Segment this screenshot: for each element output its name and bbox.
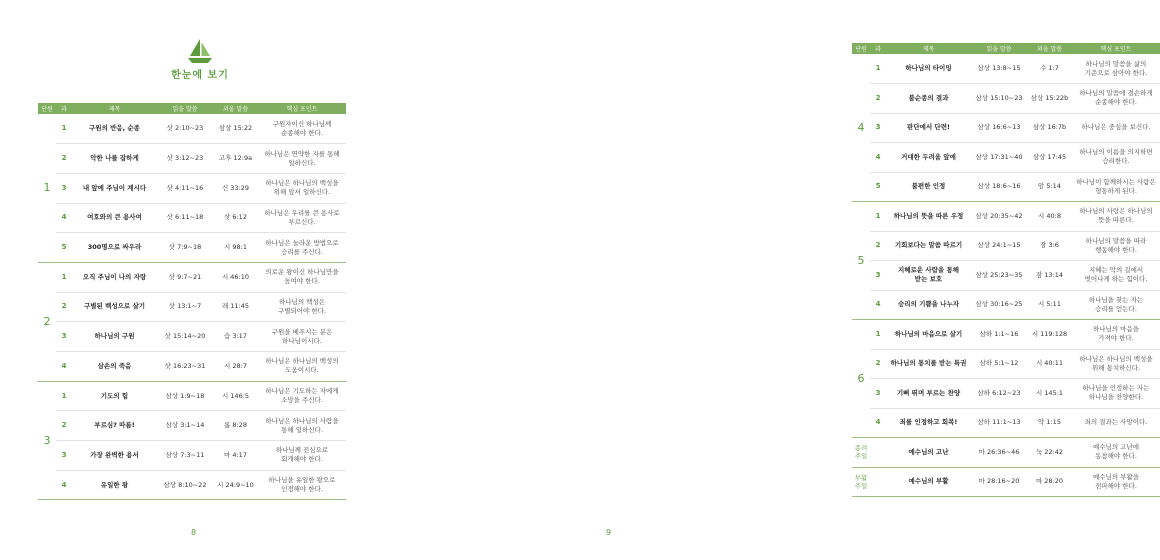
text-line: 동참해야 한다.: [1095, 452, 1137, 461]
text-line: 하나님의 이름을 의지하면: [1079, 148, 1153, 157]
key-point: [1072, 143, 1160, 173]
header-read: 읽을 말씀: [157, 103, 213, 114]
read-passage: 삿 4:11~16: [157, 173, 213, 203]
lesson-title: 예수님의 고난: [886, 438, 971, 468]
unit-number: 6: [852, 320, 870, 438]
table-row: [852, 113, 1160, 143]
text-line: 하나님의 사랑은 하나님의: [1079, 207, 1153, 216]
lesson-title: 300명으로 싸우라: [72, 233, 157, 263]
text-line: 구원자이신 하나님께: [272, 119, 332, 128]
lesson-number: 2: [56, 292, 72, 322]
memory-verse: 시 146:5: [213, 381, 258, 411]
text-line: 예수님의 고난에: [1092, 443, 1140, 452]
read-passage: 삼상 20:35~42: [971, 202, 1027, 232]
read-passage: 삿 7:9~18: [157, 233, 213, 263]
text-line: 통해 일하신다.: [281, 425, 323, 434]
lesson-number: 3: [870, 113, 886, 143]
table-row: [38, 144, 346, 174]
left-page: [0, 0, 400, 560]
lesson-number: 3: [56, 322, 72, 352]
read-passage: 삿 3:12~23: [157, 144, 213, 174]
text-line: 예수님의 부활을: [1092, 472, 1140, 481]
table-row: [38, 203, 346, 233]
text-line: 받는 보호: [914, 275, 943, 284]
key-point: [1072, 290, 1160, 320]
table-row: [852, 202, 1160, 232]
key-point: [1072, 113, 1160, 143]
read-passage: 삼상 24:1~15: [971, 231, 1027, 261]
page-number: 8: [191, 528, 197, 537]
lesson-number: 2: [56, 411, 72, 441]
right-page: [400, 0, 1156, 560]
lesson-number: [870, 438, 886, 468]
text-line: 뜻을 따른다.: [1098, 216, 1134, 225]
table-row: [852, 349, 1160, 379]
text-line: 하나님을 유일한 왕으로: [268, 476, 336, 485]
text-line: 전파해야 한다.: [1095, 481, 1137, 490]
key-point: [1072, 438, 1160, 468]
read-passage: 삼상 25:23~35: [971, 261, 1027, 291]
sailboat-icon: [185, 38, 215, 64]
key-point: [258, 114, 346, 144]
read-passage: 삿 15:14~20: [157, 322, 213, 352]
text-line: 하나님은 하나님의 사람을: [265, 416, 339, 425]
overview-table-left: [38, 103, 346, 500]
lesson-title: 판단에서 단련!: [886, 113, 971, 143]
read-passage: 삼상 30:16~25: [971, 290, 1027, 320]
lesson-title: 구원의 반응, 순종: [72, 114, 157, 144]
key-point: [258, 322, 346, 352]
table-row: [38, 173, 346, 203]
text-line: 구원을 베푸시는 분은: [271, 327, 333, 336]
read-passage: 삼상 13:8~15: [971, 54, 1027, 84]
memory-verse: 습 3:17: [213, 322, 258, 352]
text-line: 하나님의 말씀을 삶의: [1085, 59, 1147, 68]
read-passage: 삼하 5:1~12: [971, 349, 1027, 379]
lesson-title: 거대한 두려움 앞에: [886, 143, 971, 173]
read-passage: 삼하 6:12~23: [971, 379, 1027, 409]
read-passage: 삿 16:23~31: [157, 352, 213, 382]
header-read: 읽을 말씀: [971, 43, 1027, 54]
unit-number: 1: [38, 114, 56, 262]
memory-verse: 눅 22:42: [1027, 438, 1072, 468]
memory-verse: 시 145:1: [1027, 379, 1072, 409]
text-line: 승리를 주신다.: [281, 247, 323, 256]
text-line: 하나님은 하나님의 백성을: [1079, 354, 1153, 363]
text-line: 하나님께 진심으로: [275, 446, 329, 455]
key-point: [258, 441, 346, 471]
text-line: 하나님은 우리를 큰 용사로: [264, 208, 340, 217]
key-point: [1072, 349, 1160, 379]
table-row: [852, 379, 1160, 409]
overview-table-right: [852, 43, 1160, 497]
unit-number: [852, 467, 870, 497]
text-line: 하나님을 찾는 자는: [1088, 295, 1144, 304]
lesson-number: 4: [870, 290, 886, 320]
lesson-number: 2: [870, 349, 886, 379]
memory-verse: 신 33:29: [213, 173, 258, 203]
table-row: [852, 320, 1160, 350]
memory-verse: 삼상 15:22: [213, 114, 258, 144]
read-passage: 삼상 3:1~14: [157, 411, 213, 441]
text-line: 승리한다.: [1102, 157, 1130, 166]
text-line: 벗어나게 하는 힘이다.: [1084, 275, 1148, 284]
lesson-title: 불편한 인정: [886, 172, 971, 202]
memory-verse: 시 28:7: [213, 352, 258, 382]
lesson-number: 2: [870, 84, 886, 114]
memory-verse: 마 4:17: [213, 441, 258, 471]
lesson-number: 1: [870, 202, 886, 232]
table-row: [852, 438, 1160, 468]
memory-verse: 롬 8:28: [213, 411, 258, 441]
key-point: [1072, 320, 1160, 350]
lesson-number: 1: [56, 262, 72, 292]
table-row: [852, 54, 1160, 84]
key-point: [1072, 202, 1160, 232]
table-row: [38, 381, 346, 411]
lesson-number: 1: [56, 381, 72, 411]
key-point: [1072, 467, 1160, 497]
table-row: [38, 322, 346, 352]
lesson-number: [870, 467, 886, 497]
unit-number: 4: [852, 54, 870, 202]
header-lesson: 과: [56, 103, 72, 114]
lesson-title: 삼손의 죽음: [72, 352, 157, 382]
lesson-title: 악한 나를 잡하게: [72, 144, 157, 174]
text-line: 승리를 얻는다.: [1095, 304, 1137, 313]
lesson-title: 하나님의 타이밍: [886, 54, 971, 84]
unit-number: 5: [852, 202, 870, 320]
header-memorize: 외울 말씀: [1027, 43, 1072, 54]
lesson-title: 기뻐 뛰며 부르는 찬양: [886, 379, 971, 409]
text-line: 하나님이 함께하시는 사람은: [1076, 177, 1156, 186]
text-line: 행동해야 한다.: [1095, 245, 1137, 254]
key-point: [258, 203, 346, 233]
key-point: [1072, 379, 1160, 409]
key-point: [1072, 408, 1160, 438]
lesson-number: 4: [56, 352, 72, 382]
lesson-number: 4: [870, 408, 886, 438]
lesson-number: 5: [870, 172, 886, 202]
text-line: 하나님의 말씀에 겸손하게: [1079, 89, 1153, 98]
header-unit: 단원: [852, 43, 870, 54]
header-title: 제목: [72, 103, 157, 114]
text-line: 하나님은 하나님의 백성을: [265, 179, 339, 188]
logo: [168, 38, 232, 81]
table-row: [852, 290, 1160, 320]
text-line: 하나님은 중심을 보신다.: [1081, 123, 1151, 132]
memory-verse: 시 40:8: [1027, 202, 1072, 232]
key-point: [258, 470, 346, 500]
lesson-title: 하나님의 마음으로 살기: [886, 320, 971, 350]
text-line: 인정해야 한다.: [281, 485, 323, 494]
key-point: [258, 144, 346, 174]
lesson-number: 4: [870, 143, 886, 173]
text-line: 소망을 주신다.: [281, 396, 323, 405]
lesson-number: 4: [56, 470, 72, 500]
table-row: [38, 441, 346, 471]
table-row: [38, 352, 346, 382]
table-row: [852, 172, 1160, 202]
memory-verse: 삼상 17:45: [1027, 143, 1072, 173]
lesson-title: 구별된 백성으로 살기: [72, 292, 157, 322]
header-memorize: 외울 말씀: [213, 103, 258, 114]
memory-verse: 삿 6:12: [213, 203, 258, 233]
lesson-number: 4: [56, 203, 72, 233]
memory-verse: 고후 12:9a: [213, 144, 258, 174]
table-row: [38, 233, 346, 263]
lesson-number: 3: [870, 261, 886, 291]
text-line: 하나님의 마음을: [1092, 325, 1140, 334]
read-passage: 삿 13:1~7: [157, 292, 213, 322]
lesson-number: 3: [56, 173, 72, 203]
lesson-title: 기회보다는 말씀 따르기: [886, 231, 971, 261]
lesson-number: 5: [56, 233, 72, 263]
lesson-title: 오직 주님이 나의 자랑: [72, 262, 157, 292]
lesson-number: 3: [870, 379, 886, 409]
memory-verse: 시 40:11: [1027, 349, 1072, 379]
lesson-title: 하나님의 통치를 받는 특권: [886, 349, 971, 379]
lesson-title: 하나님의 뜻을 따른 우정: [886, 202, 971, 232]
memory-verse: 약 1:15: [1027, 408, 1072, 438]
unit-label-part: 종려: [854, 444, 868, 453]
text-line: 하나님은 하나님의 백성의: [265, 357, 339, 366]
lesson-title: 부르심? 따름!: [72, 411, 157, 441]
table-row: [38, 114, 346, 144]
logo-title: 한눈에 보기: [171, 70, 229, 81]
header-title: 제목: [886, 43, 971, 54]
header-point: 핵심 포인트: [258, 103, 346, 114]
table-row: [852, 84, 1160, 114]
text-line: 가져야 한다.: [1098, 334, 1134, 343]
key-point: [258, 262, 346, 292]
lesson-number: 2: [56, 144, 72, 174]
lesson-title: 가장 완벽한 용서: [72, 441, 157, 471]
memory-verse: 수 1:7: [1027, 54, 1072, 84]
unit-number: [852, 438, 870, 468]
text-line: 하나님이시다.: [282, 336, 322, 345]
read-passage: 삼상 1:9~18: [157, 381, 213, 411]
lesson-number: 2: [870, 231, 886, 261]
read-passage: 마 26:36~46: [971, 438, 1027, 468]
text-line: 순종해야 한다.: [1095, 98, 1137, 107]
unit-number: 2: [38, 262, 56, 381]
text-line: 하나님을 찬양한다.: [1088, 393, 1144, 402]
read-passage: 삼하 1:1~16: [971, 320, 1027, 350]
memory-verse: 잠 13:14: [1027, 261, 1072, 291]
text-line: 순종해야 한다.: [281, 128, 323, 137]
page-number: 9: [606, 528, 612, 537]
memory-verse: 삼상 15:22b: [1027, 84, 1072, 114]
key-point: [1072, 84, 1160, 114]
header-lesson: 과: [870, 43, 886, 54]
read-passage: 삼상 16:6~13: [971, 113, 1027, 143]
text-line: 회개해야 한다.: [281, 455, 323, 464]
table-row: [38, 411, 346, 441]
memory-verse: 삼상 16:7b: [1027, 113, 1072, 143]
key-point: [258, 381, 346, 411]
key-point: [258, 233, 346, 263]
memory-verse: 시 98:1: [213, 233, 258, 263]
memory-verse: 레 11:45: [213, 292, 258, 322]
memory-verse: 마 28:20: [1027, 467, 1072, 497]
read-passage: 삼하 11:1~13: [971, 408, 1027, 438]
unit-label-part: 주일: [854, 452, 868, 461]
read-passage: 마 28:16~20: [971, 467, 1027, 497]
text-line: 일하신다.: [288, 158, 316, 167]
text-line: 하나님의 말씀을 따라: [1085, 236, 1147, 245]
text-line: 형통하게 된다.: [1095, 186, 1137, 195]
memory-verse: 시 119:128: [1027, 320, 1072, 350]
text-line: 하나님은 놀라운 방법으로: [265, 238, 339, 247]
key-point: [258, 173, 346, 203]
header-unit: 단원: [38, 103, 56, 114]
key-point: [258, 352, 346, 382]
text-line: 하나님의 백성은: [278, 297, 326, 306]
read-passage: 삿 6:11~18: [157, 203, 213, 233]
text-line: 높여야 한다.: [284, 277, 320, 286]
lesson-number: 1: [870, 54, 886, 84]
unit-label-part: 부활: [854, 473, 868, 482]
read-passage: 삼상 7:3~11: [157, 441, 213, 471]
table-row: [852, 408, 1160, 438]
text-line: 하나님은 기도하는 자에게: [265, 387, 339, 396]
memory-verse: 잠 3:6: [1027, 231, 1072, 261]
lesson-title: 유일한 왕: [72, 470, 157, 500]
read-passage: 삼상 8:10~22: [157, 470, 213, 500]
lesson-title: 예수님의 부활: [886, 467, 971, 497]
memory-verse: 암 5:14: [1027, 172, 1072, 202]
text-line: 구별되어야 한다.: [277, 306, 327, 315]
lesson-title: 불순종의 결과: [886, 84, 971, 114]
text-line: 도움이시다.: [285, 366, 319, 375]
read-passage: 삼상 17:31~40: [971, 143, 1027, 173]
lesson-title: 승리의 기쁨을 나누자: [886, 290, 971, 320]
table-row: [38, 470, 346, 500]
text-line: 위해 통치하신다.: [1091, 363, 1141, 372]
text-line: 부르신다.: [288, 217, 316, 226]
header-point: 핵심 포인트: [1072, 43, 1160, 54]
lesson-number: 1: [56, 114, 72, 144]
key-point: [1072, 54, 1160, 84]
key-point: [258, 411, 346, 441]
memory-verse: 시 46:10: [213, 262, 258, 292]
table-row: [852, 467, 1160, 497]
text-line: 의로운 왕이신 하나님만을: [265, 268, 339, 277]
read-passage: 삿 2:10~23: [157, 114, 213, 144]
table-row: [38, 262, 346, 292]
read-passage: 삿 9:7~21: [157, 262, 213, 292]
text-line: 지혜로운 사람을 통해: [897, 266, 960, 275]
text-line: 죄의 결과는 사망이다.: [1084, 418, 1148, 427]
lesson-title: 여호와의 큰 용사여: [72, 203, 157, 233]
read-passage: 삼상 15:10~23: [971, 84, 1027, 114]
memory-verse: 시 5:11: [1027, 290, 1072, 320]
key-point: [1072, 172, 1160, 202]
table-row: [852, 261, 1160, 291]
table-row: [852, 143, 1160, 173]
read-passage: 삼상 18:6~16: [971, 172, 1027, 202]
lesson-title: 죄를 인정하고 회복!: [886, 408, 971, 438]
table-row: [38, 292, 346, 322]
unit-label-part: 주일: [854, 481, 868, 490]
text-line: 위해 앞서 일하신다.: [273, 188, 331, 197]
key-point: [1072, 231, 1160, 261]
lesson-title: 내 앞에 주님이 계시다: [72, 173, 157, 203]
table-row: [852, 231, 1160, 261]
lesson-title: 기도의 힘: [72, 381, 157, 411]
lesson-title: 하나님의 구원: [72, 322, 157, 352]
text-line: 하나님은 연약한 자를 통해: [264, 149, 340, 158]
text-line: 기준으로 삼아야 한다.: [1084, 68, 1148, 77]
text-line: 하나님을 인정하는 자는: [1082, 384, 1150, 393]
lesson-title: [886, 261, 971, 291]
key-point: [1072, 261, 1160, 291]
lesson-number: 1: [870, 320, 886, 350]
unit-number: 3: [38, 381, 56, 500]
key-point: [258, 292, 346, 322]
lesson-number: 3: [56, 441, 72, 471]
text-line: 지혜는 악의 길에서: [1088, 266, 1144, 275]
memory-verse: 시 24:9~10: [213, 470, 258, 500]
